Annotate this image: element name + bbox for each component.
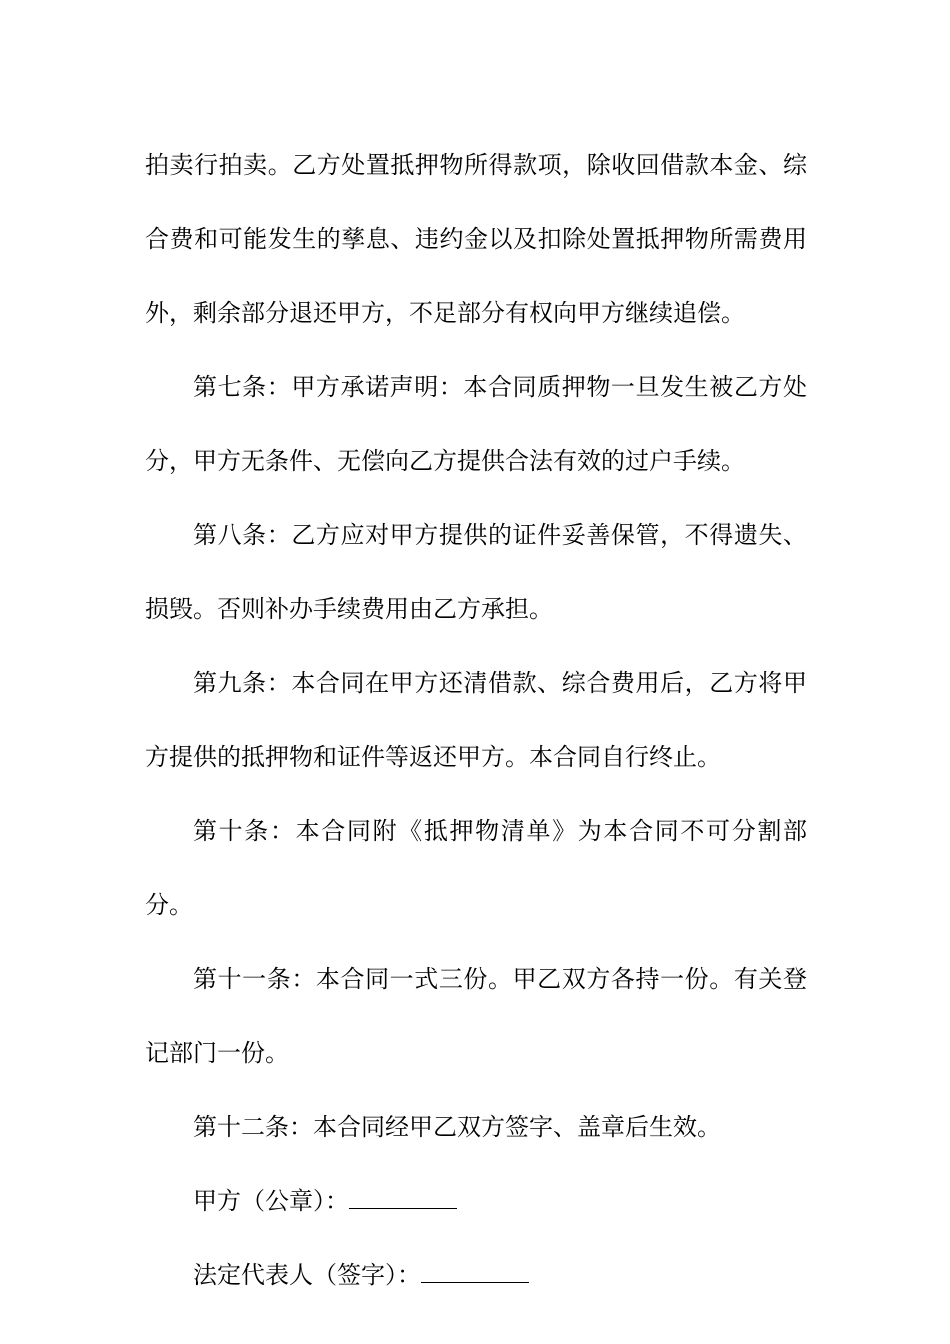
- clause-12: 第十二条：本合同经甲乙双方签字、盖章后生效。: [193, 1113, 721, 1141]
- clause-7: 第七条：甲方承诺声明：本合同质押物一旦发生被乙方处分，甲方无条件、无偿向乙方提供合法有效的过户手续。: [145, 373, 807, 475]
- clause-8: 第八条：乙方应对甲方提供的证件妥善保管，不得遗失、损毁。否则补办手续费用由乙方承担。: [145, 521, 807, 623]
- party-a-signature-line: [145, 1164, 807, 1238]
- contract-body: [145, 128, 807, 1312]
- paragraph-continuation: 拍卖行拍卖。乙方处置抵押物所得款项，除收回借款本金、综合费和可能发生的孳息、违约金以及扣除处置抵押物所需费用外，剩余部分退还甲方，不足部分有权向甲方继续追偿。: [145, 151, 807, 327]
- legal-rep-signature-line: [145, 1238, 807, 1312]
- clause-9: 第九条：本合同在甲方还清借款、综合费用后，乙方将甲方提供的抵押物和证件等返还甲方。本合同自行终止。: [145, 669, 807, 771]
- legal-rep-label: 法定代表人（签字）：: [193, 1261, 421, 1289]
- clause-11: 第十一条：本合同一式三份。甲乙双方各持一份。有关登记部门一份。: [145, 965, 807, 1067]
- party-a-blank: [349, 1188, 457, 1209]
- clause-10: 第十条：本合同附《抵押物清单》为本合同不可分割部分。: [145, 817, 807, 919]
- legal-rep-blank: [421, 1262, 529, 1283]
- party-a-label: 甲方（公章）：: [193, 1187, 349, 1215]
